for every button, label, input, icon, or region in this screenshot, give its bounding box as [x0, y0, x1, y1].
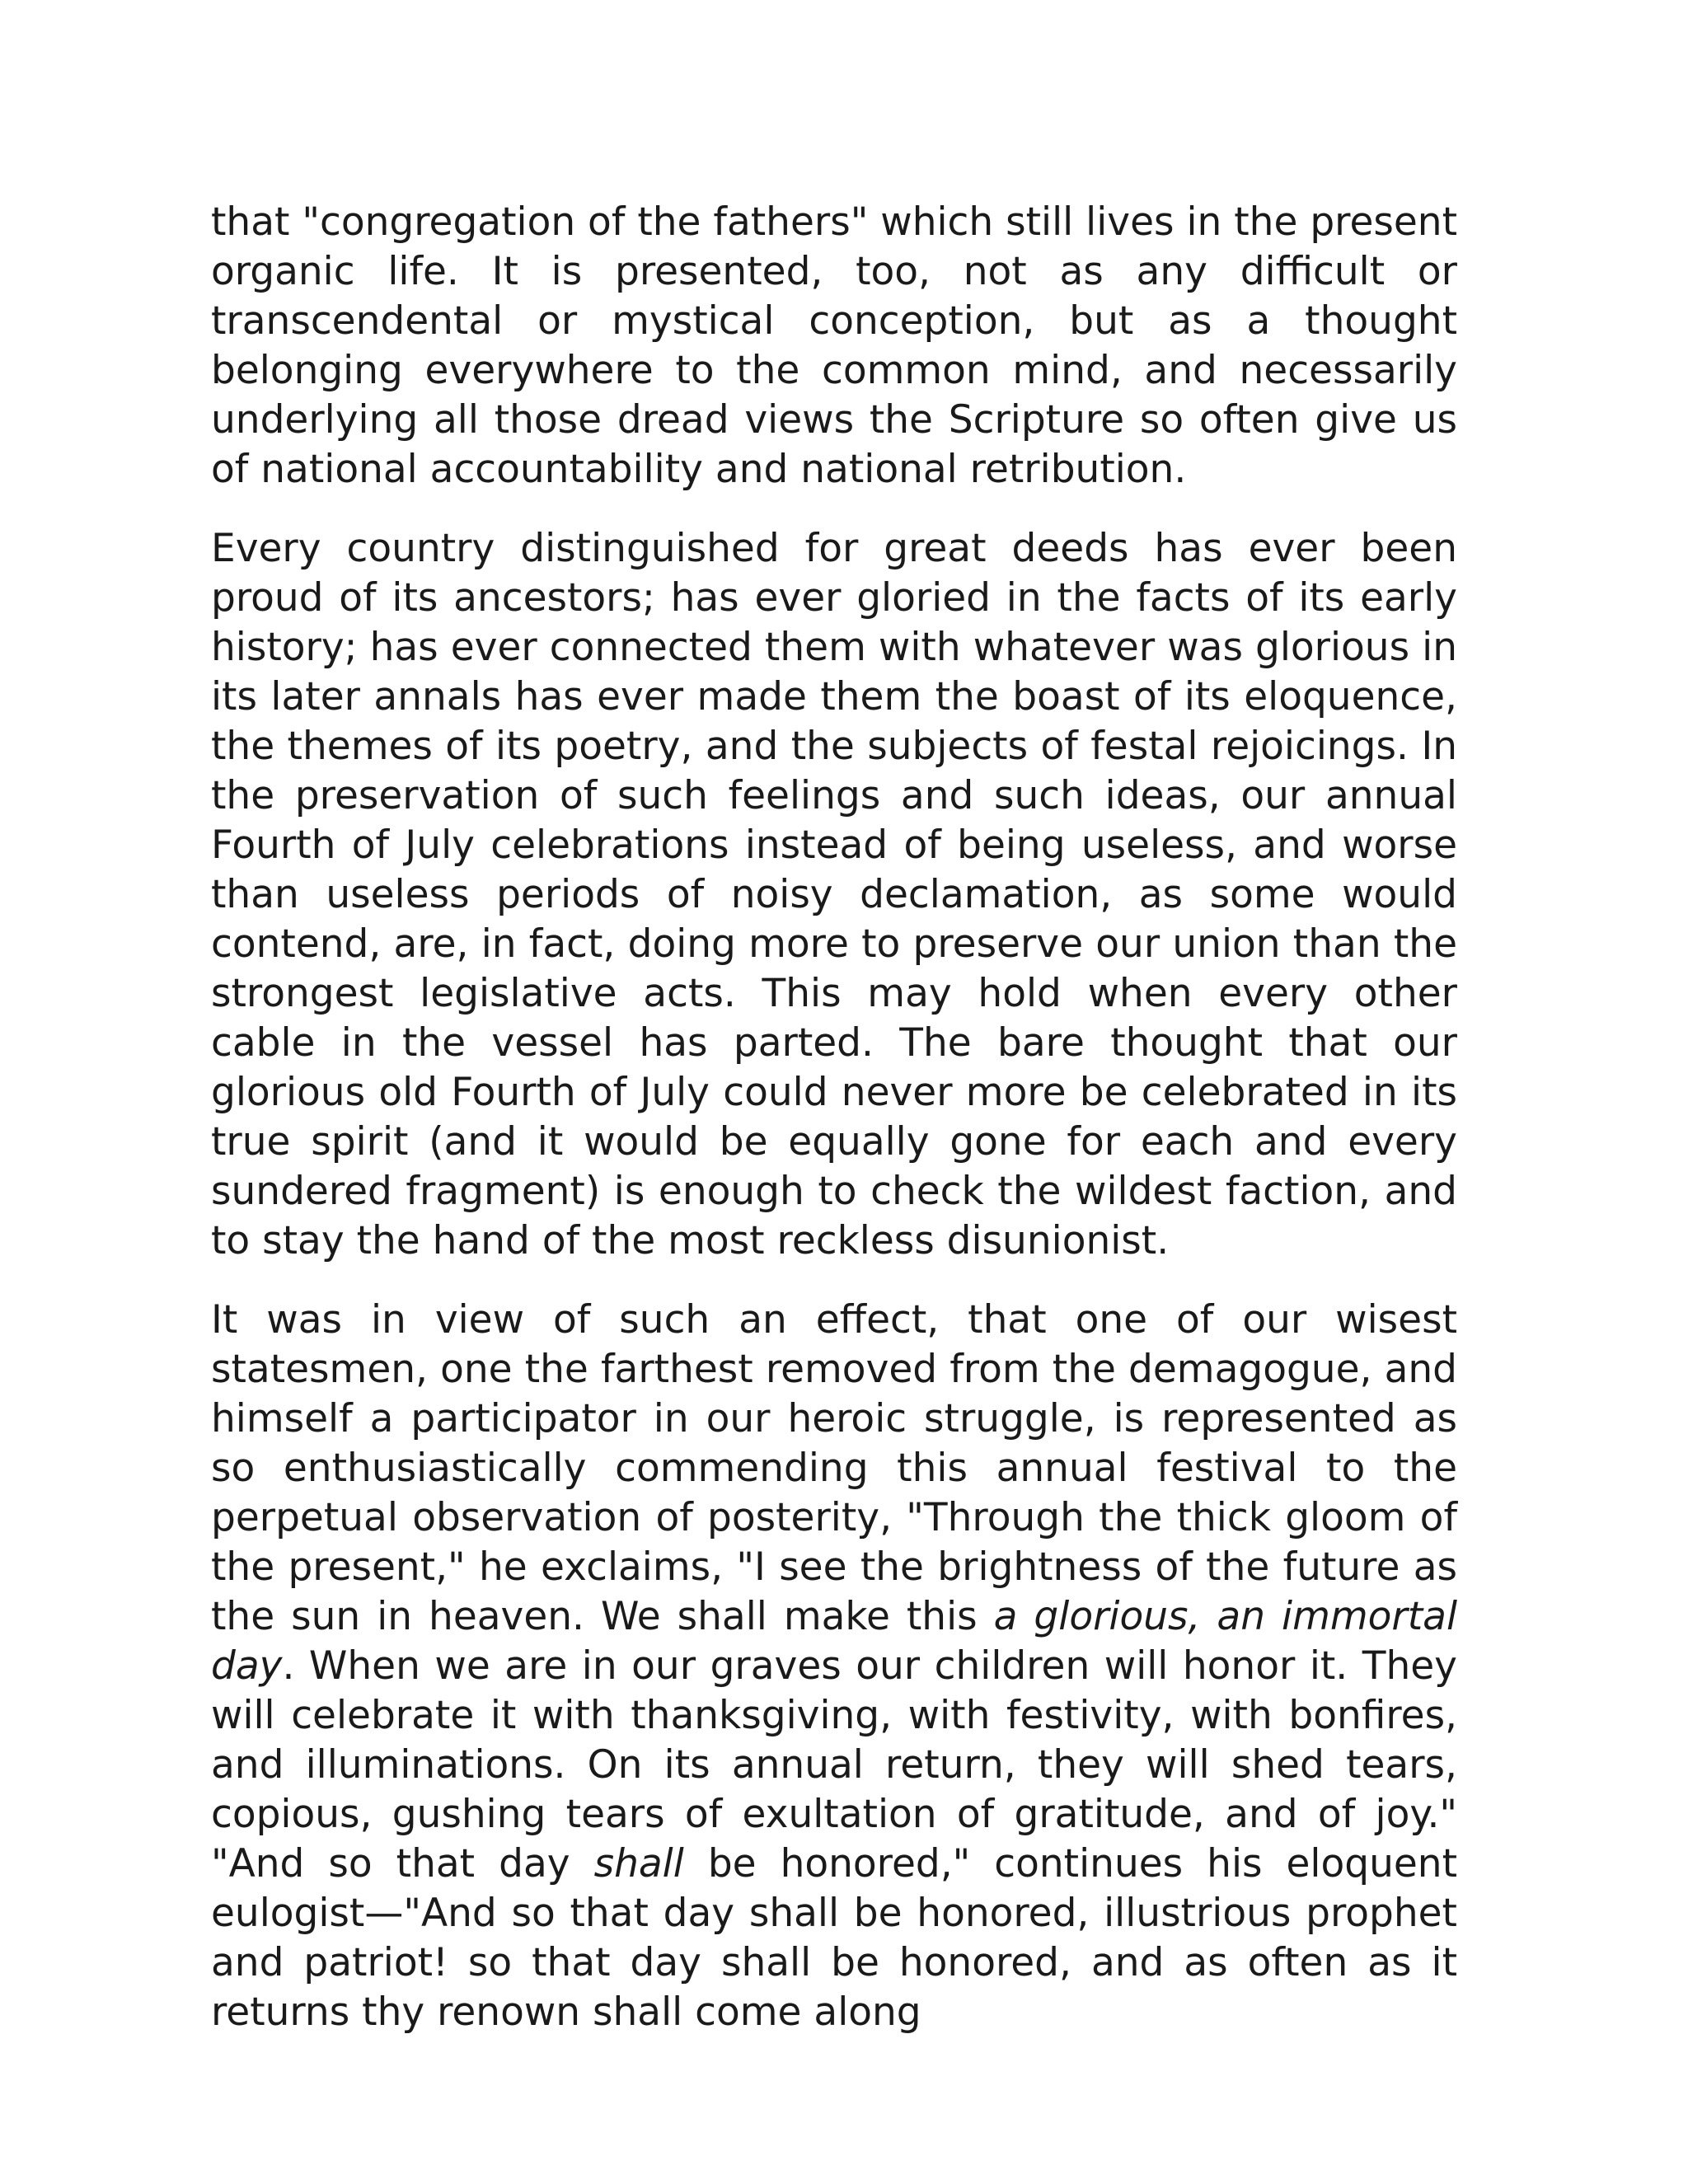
body-text	[211, 198, 1457, 2037]
paragraph-1: that "congregation of the fathers" which still lives in the present organic life. It is presented, too, not as any difficult or transcendental or mystical conception, but as a thought belonging everywhere to the common mind, and necessarily underlying all those dread views the Scripture so often give us of national accountability and national retribution.	[211, 199, 1457, 492]
paragraph-3-text-b: . When we are in our graves our children will honor it. They will celebrate it with thanksgiving, with festivity, with bonfires, and illuminations. On its annual return, they will shed tears, copious, gushing tears of exultation of gratitude, and of joy." "And so that day	[211, 1643, 1457, 1886]
paragraph-3	[211, 1296, 1457, 2037]
paragraph-3-text-a: It was in view of such an effect, that one of our wisest statesmen, one the farthest removed from the demagogue, and himself a participator in our heroic struggle, is represented as so enthusiastically commending this annual festival to the perpetual observation of posterity, "Through the thick gloom of the present," he exclaims, "I see the brightness of the future as the sun in heaven. We shall make this	[211, 1297, 1457, 1639]
italic-phrase-immortal-day: a glorious, an immortal day	[211, 1594, 1458, 1689]
paragraph-3-text-c: be honored," continues his eloquent eulogist—"And so that day shall be honored, illustrious prophet and patriot! so that day shall be honored, and as often as it returns thy renown shall come along	[211, 1841, 1457, 2035]
italic-word-shall: shall	[593, 1841, 684, 1886]
paragraph-2: Every country distinguished for great deeds has ever been proud of its ancestors; has ever gloried in the facts of its early history; has ever connected them with whatever was glorious in its later annals has ever made them the boast of its eloquence, the themes of its poetry, and the subjects of festal rejoicings. In the preservation of such feelings and such ideas, our annual Fourth of July celebrations instead of being useless, and worse than useless periods of noisy declamation, as some would contend, are, in fact, doing more to preserve our union than the strongest legislative acts. This may hold when every other cable in the vessel has parted. The bare thought that our glorious old Fourth of July could never more be celebrated in its true spirit (and it would be equally gone for each and every sundered fragment) is enough to check the wildest faction, and to stay the hand of the most reckless disunionist.	[211, 526, 1457, 1263]
